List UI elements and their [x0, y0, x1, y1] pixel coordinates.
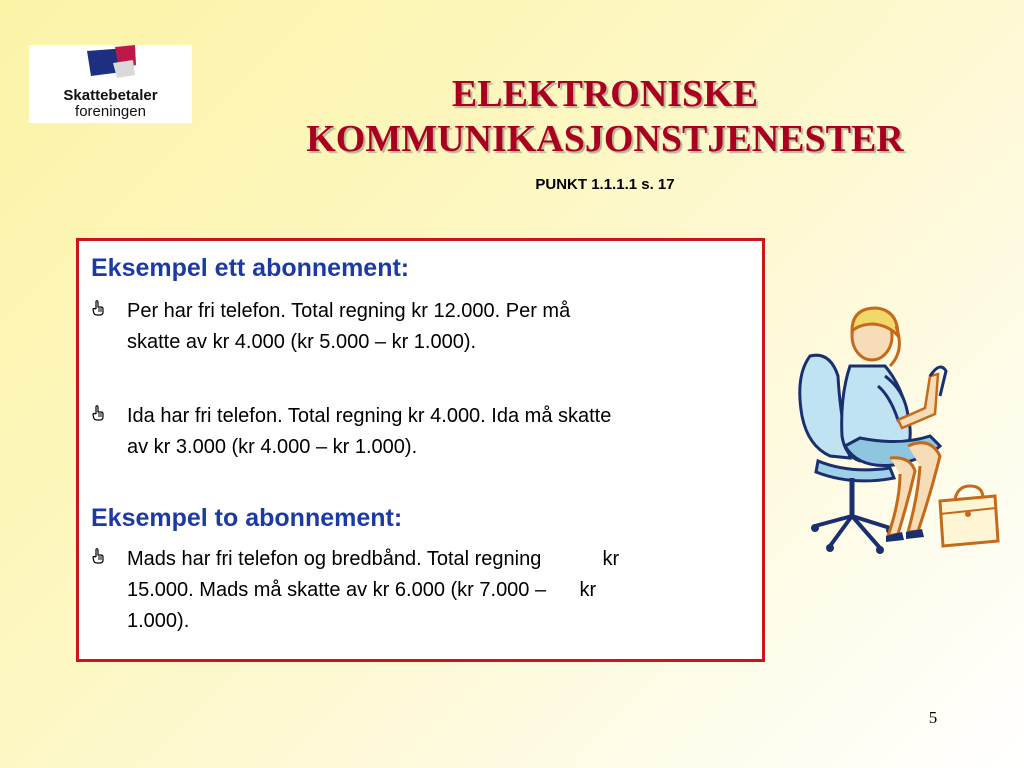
logo-text-line1: Skattebetaler: [63, 87, 158, 104]
pointing-hand-icon: [91, 300, 105, 316]
example1-heading: Eksempel ett abonnement:: [91, 254, 410, 282]
pointing-hand-icon: [91, 548, 105, 564]
list-item-line: av kr 3.000 (kr 4.000 – kr 1.000).: [127, 436, 418, 458]
example2-heading: Eksempel to abonnement:: [91, 504, 403, 532]
list-item-line: Mads har fri telefon og bredbånd. Total regning kr: [127, 548, 620, 570]
page-number: 5: [928, 708, 938, 727]
content-box: [76, 238, 765, 662]
pointing-hand-icon: [91, 405, 105, 421]
list-item-text: [127, 296, 763, 358]
slide-title: [210, 72, 1000, 162]
woman-on-phone-illustration: [790, 296, 1000, 561]
list-item-text: [127, 544, 763, 637]
slide-title-line1: ELEKTRONISKE: [451, 73, 759, 115]
list-item-line: 15.000. Mads må skatte av kr 6.000 (kr 7.000 – kr: [127, 579, 597, 601]
list-item-line: skatte av kr 4.000 (kr 5.000 – kr 1.000).: [127, 331, 477, 353]
list-item-line: Per har fri telefon. Total regning kr 12.000. Per må: [127, 300, 571, 322]
skattebetalerforeningen-logo: [29, 45, 192, 123]
list-item-line: 1.000).: [127, 610, 190, 632]
slide-title-line2: KOMMUNIKASJONSTJENESTER: [306, 118, 904, 160]
slide-subtitle: PUNKT 1.1.1.1 s. 17: [535, 176, 675, 193]
list-item-text: [127, 401, 763, 463]
logo-text-line2: foreningen: [75, 103, 146, 120]
list-item-line: Ida har fri telefon. Total regning kr 4.000. Ida må skatte: [127, 405, 612, 427]
